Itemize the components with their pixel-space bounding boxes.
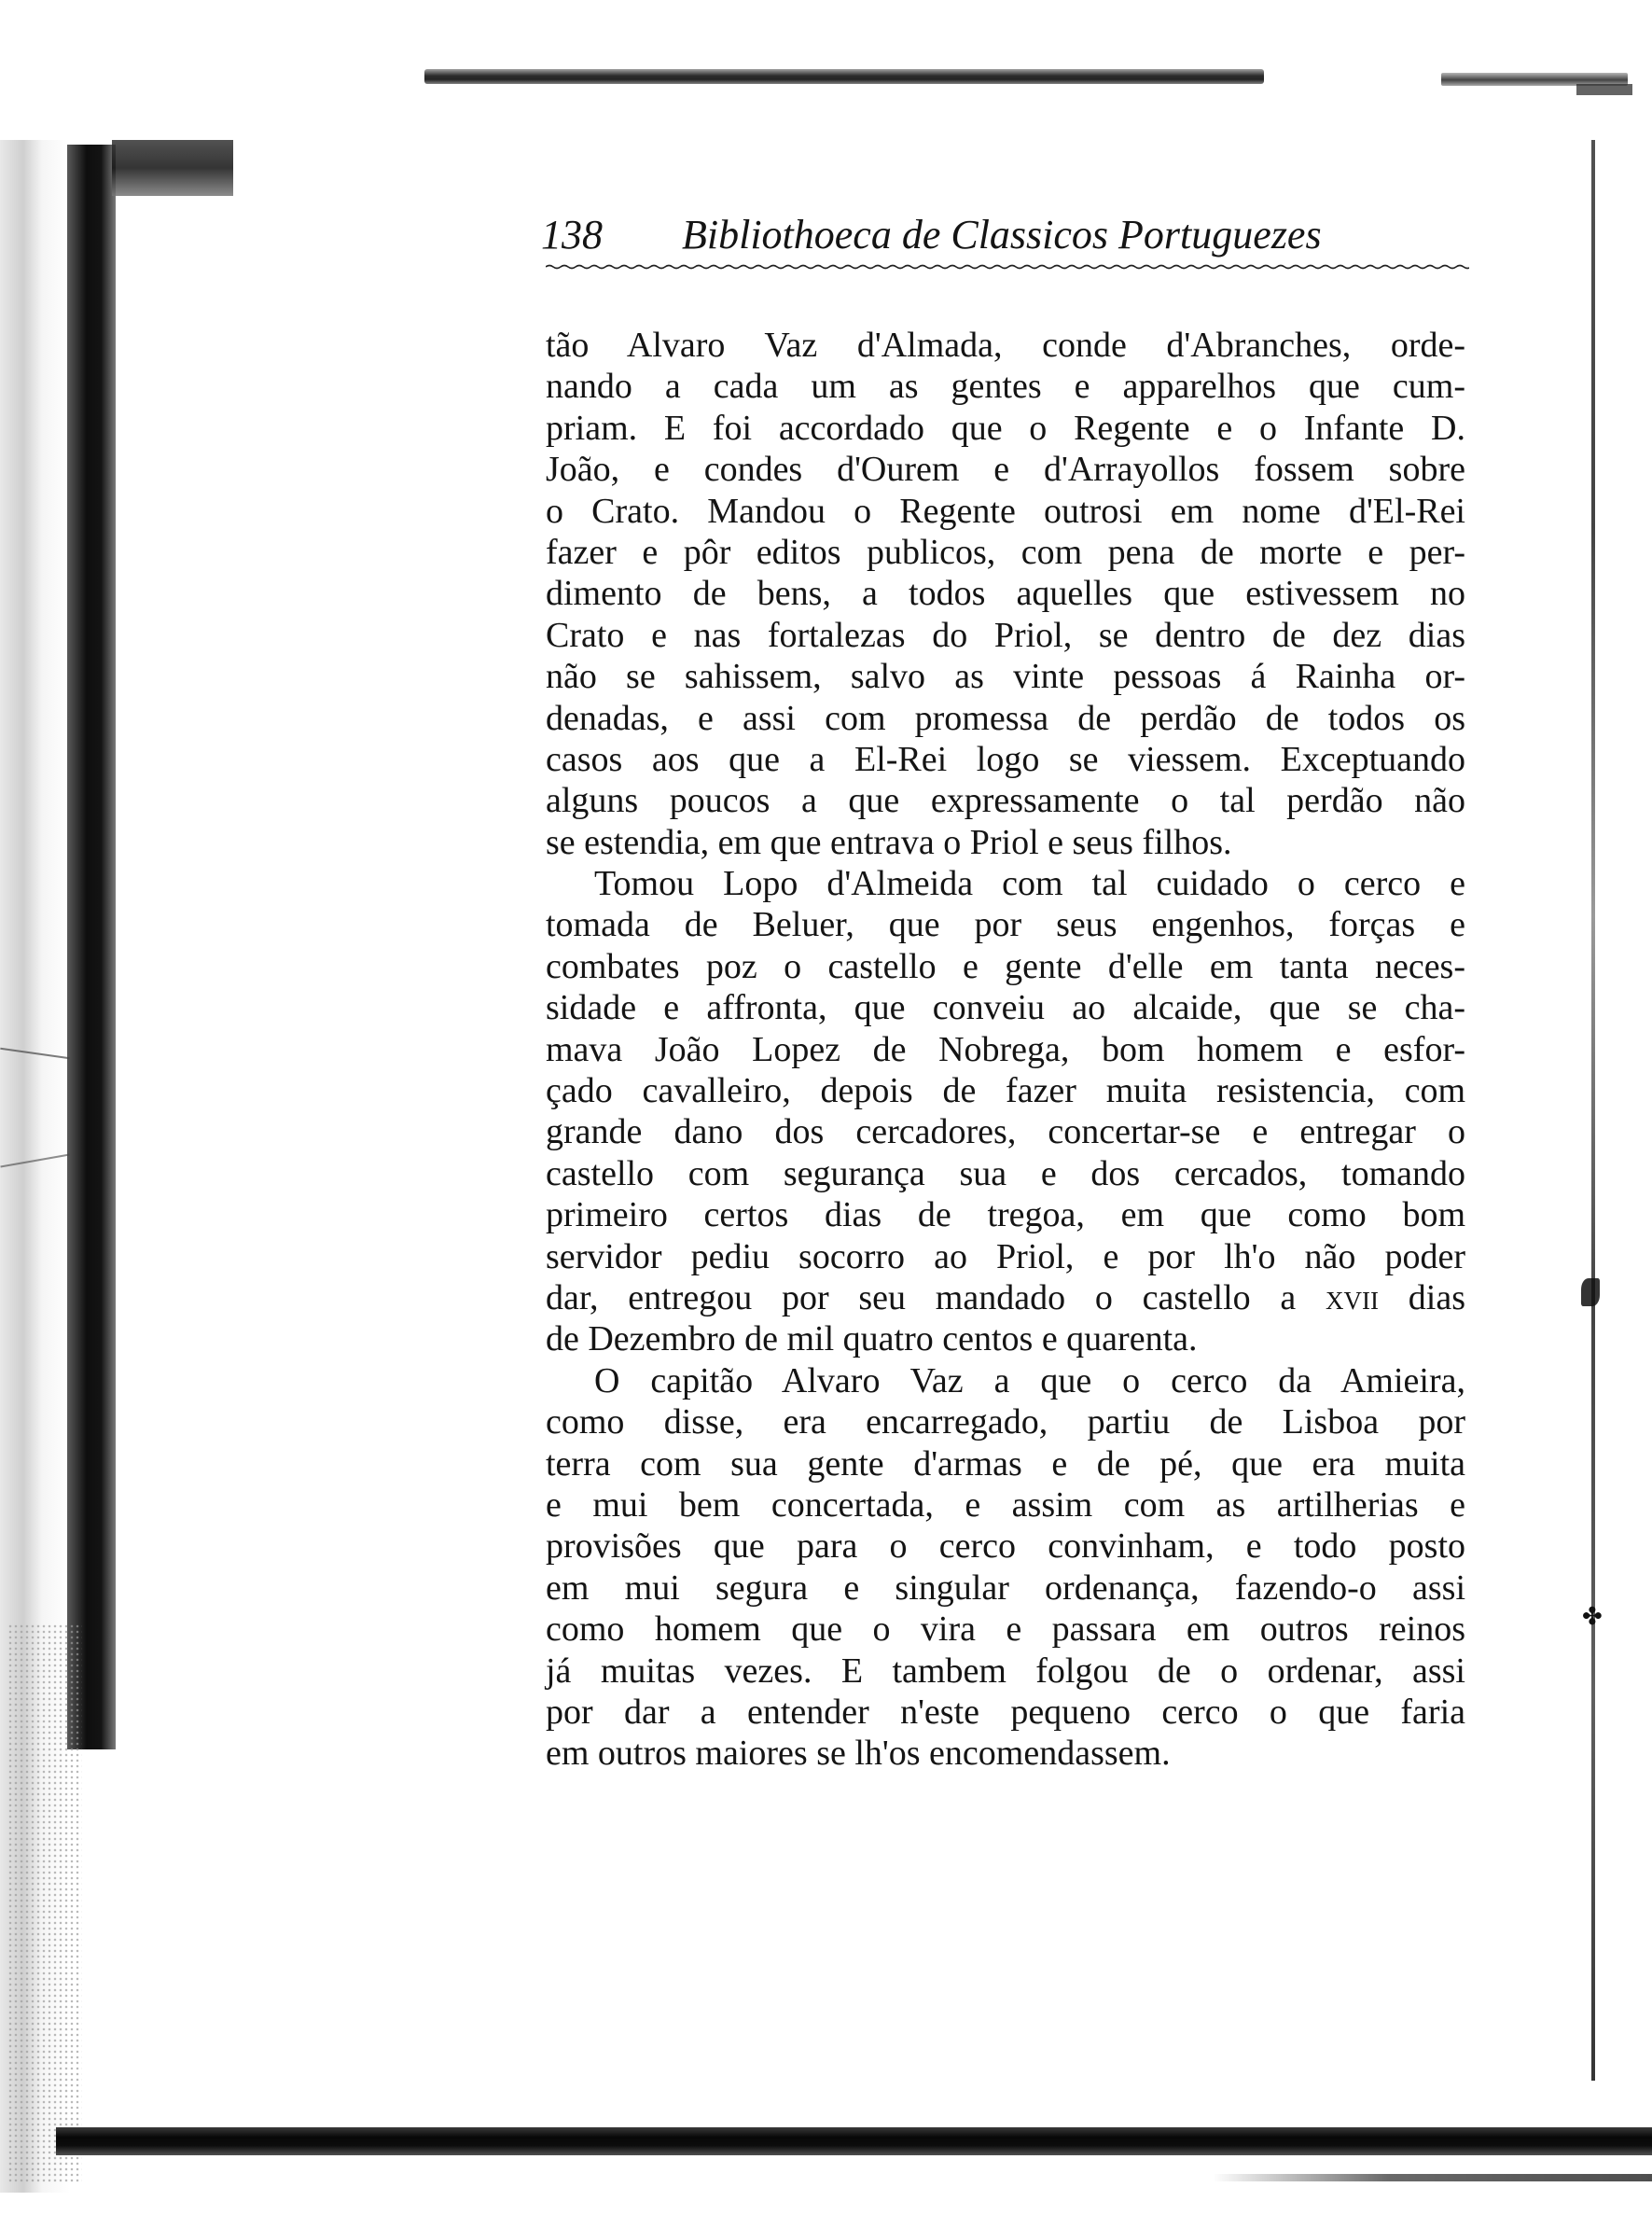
text-line: fazer e pôr editos publicos, com pena de morte e per- bbox=[546, 532, 1465, 572]
text-line: alguns poucos a que expressamente o tal perdão não bbox=[546, 781, 1465, 821]
text-line: como homem que o vira e passara em outros reinos bbox=[546, 1609, 1465, 1650]
text-line: castello com segurança sua e dos cercados, tomando bbox=[546, 1153, 1465, 1193]
scan-binding-shadow-top bbox=[112, 140, 233, 196]
scan-noise bbox=[7, 1623, 82, 2183]
text-line: não se sahissem, salvo as vinte pessoas á Rainha or- bbox=[546, 657, 1465, 697]
text-line: de Dezembro de mil quatro centos e quarenta. bbox=[546, 1319, 1198, 1359]
scan-top-edge bbox=[424, 69, 1264, 84]
text-line: tomada de Beluer, que por seus engenhos, forças e bbox=[546, 905, 1465, 945]
text-line: se estendia, em que entrava o Priol e seus filhos. bbox=[546, 822, 1232, 862]
text-line: O capitão Alvaro Vaz a que o cerco da Amieira, bbox=[594, 1360, 1465, 1400]
text-line: mava João Lopez de Nobrega, bom homem e esfor- bbox=[546, 1029, 1465, 1069]
scan-bottom-edge bbox=[56, 2127, 1652, 2155]
text-line: provisões que para o cerco convinham, e todo posto bbox=[546, 1526, 1465, 1567]
scan-right-edge bbox=[1591, 140, 1595, 2081]
text-line: dar, entregou por seu mandado o castello a xvii dias bbox=[546, 1277, 1466, 1317]
text-line: Crato e nas fortalezas do Priol, se dentro de dez dias bbox=[546, 615, 1465, 655]
text-line: combates poz o castello e gente d'elle em tanta neces- bbox=[546, 946, 1465, 986]
text-line: çado cavalleiro, depois de fazer muita resistencia, com bbox=[546, 1071, 1465, 1111]
paragraph bbox=[546, 1360, 1465, 1775]
text-line: dimento de bens, a todos aquelles que estivessem no bbox=[546, 574, 1465, 614]
scan-ink-mark: ✤ bbox=[1582, 1603, 1603, 1630]
text-line: por dar a entender n'este pequeno cerco o que faria bbox=[546, 1692, 1465, 1732]
text-line: denadas, e assi com promessa de perdão de todos os bbox=[546, 698, 1465, 738]
text-line: em mui segura e singular ordenança, fazendo-o assi bbox=[546, 1567, 1465, 1608]
text-line: servidor pediu socorro ao Priol, e por lh'o não poder bbox=[546, 1236, 1465, 1276]
text-line: priam. E foi accordado que o Regente e o Infante D. bbox=[546, 408, 1465, 448]
text-line: sidade e affronta, que conveiu ao alcaide, que se cha- bbox=[546, 988, 1465, 1028]
running-title: Bibliothoeca de Classicos Portuguezes bbox=[682, 212, 1322, 258]
paragraph bbox=[546, 863, 1465, 1360]
text-line: como disse, era encarregado, partiu de Lisboa por bbox=[546, 1402, 1465, 1442]
text-line: tão Alvaro Vaz d'Almada, conde d'Abranches, orde- bbox=[546, 326, 1465, 365]
text-line: João, e condes d'Ourem e d'Arrayollos fossem sobre bbox=[546, 450, 1465, 490]
text-line: em outros maiores se lh'os encomendassem. bbox=[546, 1734, 1171, 1774]
text-line: o Crato. Mandou o Regente outrosi em nome d'El-Rei bbox=[546, 491, 1465, 531]
paragraph bbox=[546, 325, 1465, 863]
running-head bbox=[541, 207, 1465, 263]
text-line: nando a cada um as gentes e apparelhos que cum- bbox=[546, 367, 1465, 407]
scan-binding-shadow bbox=[67, 145, 116, 1749]
page-number: 138 bbox=[541, 212, 603, 258]
roman-numeral: xvii bbox=[1326, 1277, 1380, 1317]
text-line: e mui bem concertada, e assim com as artilherias e bbox=[546, 1484, 1465, 1525]
text-line: já muitas vezes. E tambem folgou de o ordenar, assi bbox=[546, 1651, 1465, 1691]
scan-ink-blot bbox=[1581, 1278, 1600, 1306]
text-line: terra com sua gente d'armas e de pé, que era muita bbox=[546, 1443, 1465, 1484]
scan-corner-mark bbox=[1576, 84, 1632, 95]
text-line: casos aos que a El-Rei logo se viessem. Exceptuando bbox=[546, 739, 1465, 779]
text-line: Tomou Lopo d'Almeida com tal cuidado o cerco e bbox=[594, 864, 1465, 904]
wavy-rule-divider bbox=[546, 261, 1469, 272]
text-line: primeiro certos dias de tregoa, em que como bom bbox=[546, 1195, 1465, 1235]
scan-bottom-tail bbox=[1213, 2174, 1652, 2181]
body-text bbox=[546, 325, 1465, 1775]
text-line: grande dano dos cercadores, concertar-se e entregar o bbox=[546, 1112, 1465, 1152]
